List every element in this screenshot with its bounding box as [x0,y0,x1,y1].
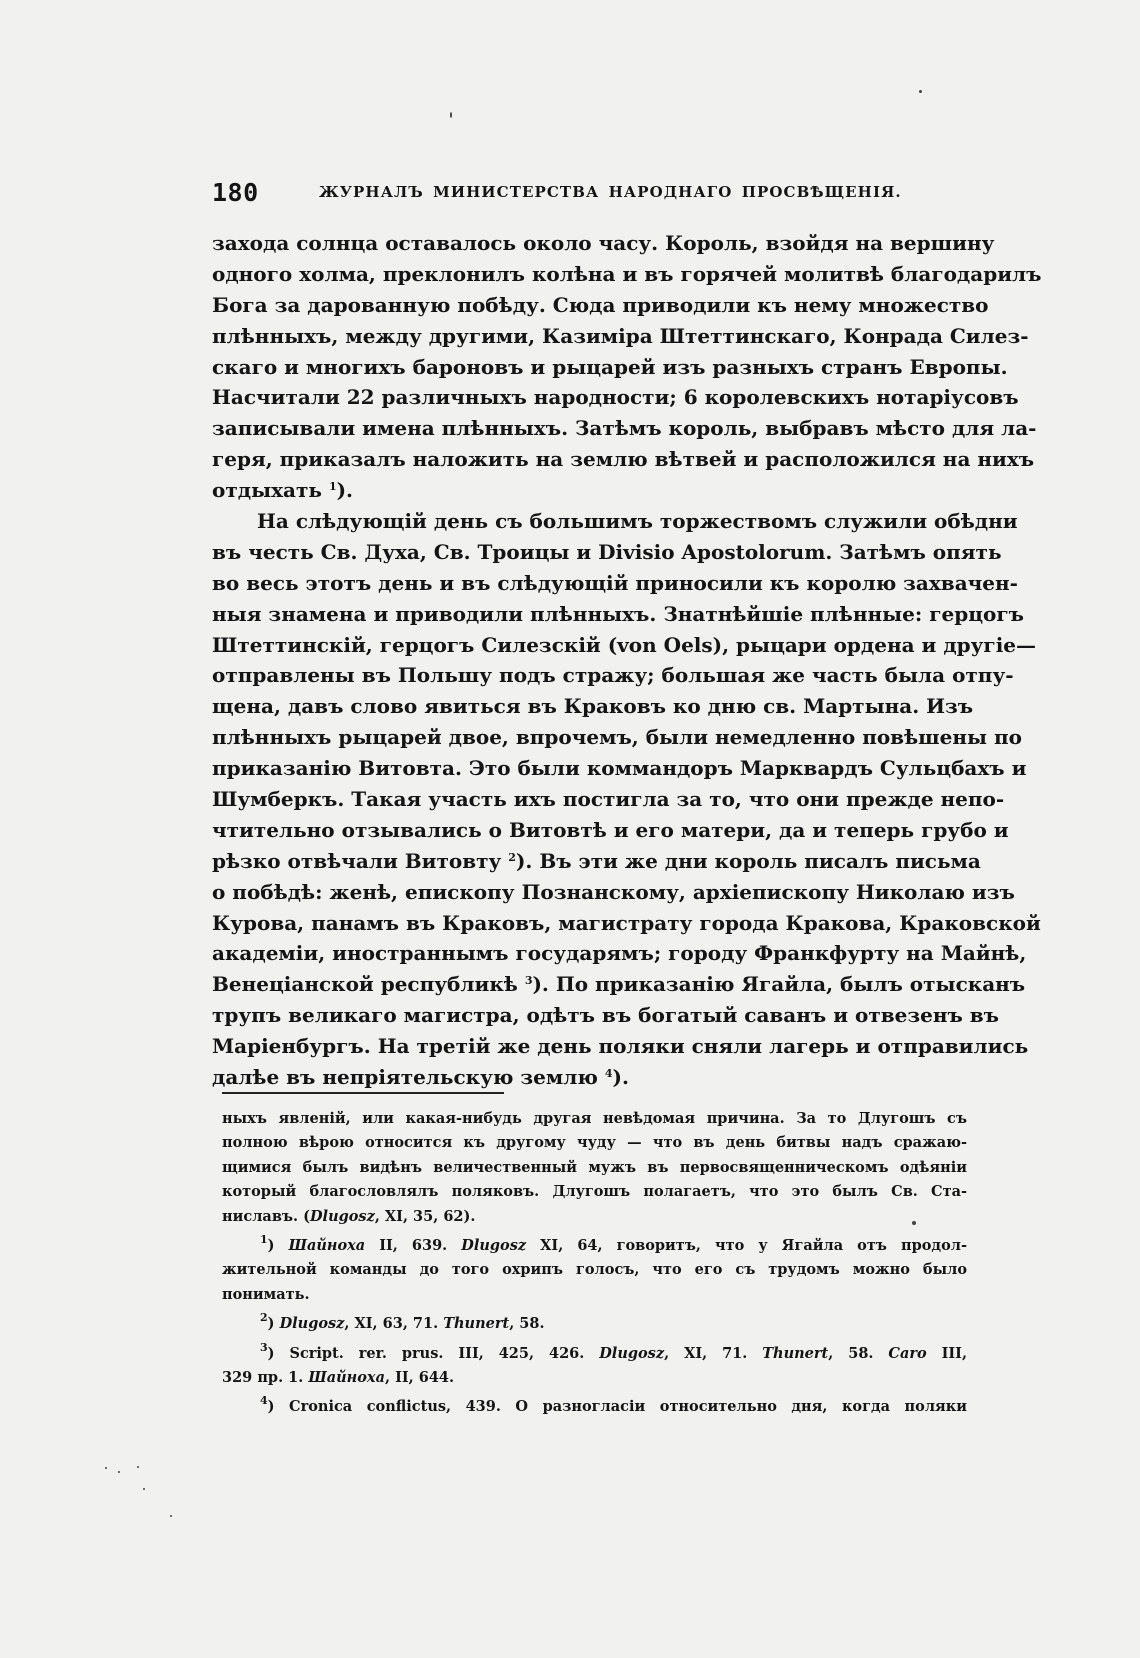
text-segment: , XI, 35, 62). [374,1207,476,1225]
footnote-line: понимать. [222,1285,310,1303]
text-segment: Script. rer. prus. III, 425, 426. [274,1344,600,1362]
scan-speck [170,1515,172,1517]
text-line: Насчитали 22 различныхъ народности; 6 королевскихъ нотаріусовъ [212,385,1019,410]
citation-author: Шайноха [308,1368,385,1386]
scan-speck [919,90,922,93]
text-line: Шумберкъ. Такая участь ихъ постигла за то, что они прежде непо- [212,787,1005,812]
text-line: плѣнныхъ рыцарей двое, впрочемъ, были немедленно повѣшены по [212,725,1022,750]
text-segment: рѣзко отвѣчали Витовту [212,848,502,873]
scan-speck [450,112,452,118]
scan-speck [137,1466,139,1468]
citation-author: Dlugosz [309,1207,375,1225]
text-line [212,475,969,506]
text-line [212,969,1026,1000]
footnotes [222,1107,967,1420]
footnote-separator [222,1092,504,1094]
text-segment: Венеціанской республикѣ [212,972,518,997]
page-header [212,178,967,212]
text-segment: ). По приказанію Ягайла, былъ отысканъ [532,972,1026,997]
footnote-line [222,1366,967,1390]
body-text [212,228,1042,1093]
text-segment: Cronica conflictus, 439. О разногласіи относительно дня, когда поляки [274,1398,967,1416]
text-line: плѣнныхъ, между другими, Казиміра Штеттинскаго, Конрада Силез- [212,323,1029,348]
footnote-line: жительной команды до того охрипъ голосъ, что его съ трудомъ можно было [222,1261,967,1279]
text-line [212,846,981,877]
text-segment: , XI, 71. [664,1344,763,1362]
text-line: Маріенбургъ. На третій же день поляки сняли лагерь и отправились [212,1034,1029,1059]
text-segment: , II, 644. [384,1368,455,1386]
text-line: записывали имена плѣнныхъ. Затѣмъ король, выбравъ мѣсто для ла- [212,416,1037,441]
page-number: 180 [212,178,259,207]
citation-author: Thunert [443,1315,510,1333]
footnote-line: полною вѣрою относится къ другому чуду — что въ день битвы надъ сражаю- [222,1134,967,1152]
text-line [212,1062,969,1093]
footnote-4: $^4$) Cronica conflictus, 439. О разногласіи относительно дня, когда поляки [260,1394,967,1416]
paragraph-first-line: На слѣдующій день съ большимъ торжествомъ служили обѣдни [257,509,1018,534]
text-line: Курова, панамъ въ Краковъ, магистрату города Кракова, Краковской [212,910,1041,935]
text-line: Бога за дарованную побѣду. Сюда приводили къ нему множество [212,292,989,317]
text-segment: ниславъ. ( [222,1207,310,1225]
footnote-line: который благословлялъ поляковъ. Длугошъ полагаетъ, что это былъ Св. Ста- [222,1183,967,1201]
text-line: отправлены въ Польшу подъ стражу; большая же часть была отпу- [212,663,1014,688]
footnote-ref-3: 3 [524,974,533,988]
footnote-ref-4: 4 [604,1067,613,1081]
text-line: захода солнца оставалось около часу. Король, взойдя на вершину [212,231,995,255]
text-line: приказанію Витовта. Это были коммандоръ Марквардъ Сульцбахъ и [212,756,1027,781]
footnote-ref-2: 2 [508,850,516,864]
citation-author: Dlugosz [279,1315,345,1333]
text-segment: ). [612,1065,629,1090]
scan-speck [143,1488,145,1490]
text-line: о побѣдѣ: женѣ, епископу Познанскому, архіепископу Николаю изъ [212,879,1015,904]
text-line: скаго и многихъ бароновъ и рыцарей изъ разныхъ странъ Европы. [212,354,1008,379]
text-segment: , XI, 63, 71. [344,1315,444,1333]
text-line: ныя знамена и приводили плѣнныхъ. Знатнѣйшіе плѣнные: герцогъ [212,601,1024,626]
footnote-2: $^2$) Dlugosz, XI, 63, 71. Thunert, 58. [260,1311,545,1333]
text-segment: 329 пр. 1. [222,1368,309,1386]
text-line: щена, давъ слово явиться въ Краковъ ко дню св. Мартына. Изъ [212,694,974,719]
text-line: Штеттинскій, герцогъ Силезскій (von Oels), рыцари ордена и другіе— [212,632,1037,657]
footnote-number: 4 [260,1394,268,1408]
text-line: геря, приказалъ наложить на землю вѣтвей и расположился на нихъ [212,447,1035,472]
text-line: во весь этотъ день и въ слѣдующій приносили къ королю захвачен- [212,570,1018,595]
footnote-number: 3 [260,1340,268,1354]
running-head: ЖУРНАЛЪ МИНИСТЕРСТВА НАРОДНАГО ПРОСВѢЩЕНІЯ. [319,183,902,201]
text-segment: далѣе въ непріятельскую землю [212,1065,598,1090]
text-line: въ честь Св. Духа, Св. Троицы и Divisio Apostolorum. Затѣмъ опять [212,539,1002,564]
footnote-line [222,1205,967,1229]
text-line: одного холма, преклонилъ колѣна и въ горячей молитвѣ благодарилъ [212,261,1042,286]
scan-speck [118,1471,120,1473]
citation-author: Dlugosz [599,1344,665,1362]
text-segment: , 58. [828,1344,889,1362]
text-segment: XI, 64, говоритъ, что у Ягайла отъ продол- [526,1236,967,1254]
text-segment: III, [926,1344,968,1362]
text-segment: ). [336,478,354,503]
footnote-number: 2 [260,1311,268,1325]
footnote-line: ныхъ явленій, или какая-нибудь другая невѣдомая причина. За то Длугошъ съ [222,1110,967,1127]
scan-speck [105,1467,107,1469]
footnote-line: щимися былъ видѣнъ величественный мужъ въ первосвященническомъ одѣяніи [222,1158,967,1176]
text-line: трупъ великаго магистра, одѣтъ въ богатый саванъ и отвезенъ въ [212,1003,1000,1028]
citation-author: Шайноха [288,1236,366,1254]
citation-author: Thunert [762,1344,829,1362]
text-line: академіи, иностраннымъ государямъ; городу Франкфурту на Майнѣ, [212,941,1027,966]
footnote-number: 1 [260,1232,268,1246]
citation-author: Caro [888,1344,927,1362]
footnote-3: $^3$) Script. rer. prus. III, 425, 426. Dlugosz, XI, 71. Thunert, 58. Caro III, [260,1340,968,1362]
footnote-ref-1: 1 [328,480,337,494]
text-segment: , 58. [509,1315,545,1333]
text-line: чтительно отзывались о Витовтѣ и его матери, да и теперь грубо и [212,817,1009,842]
footnote-1: $^1$) Шайноха II, 639. Dlugosz XI, 64, говоритъ, что у Ягайла отъ продол- [260,1232,967,1254]
text-segment: ). Въ эти же дни король писалъ письма [515,848,981,873]
citation-author: Dlugosz [461,1236,527,1254]
text-segment: II, 639. [365,1236,462,1254]
text-segment: отдыхать [212,478,322,503]
